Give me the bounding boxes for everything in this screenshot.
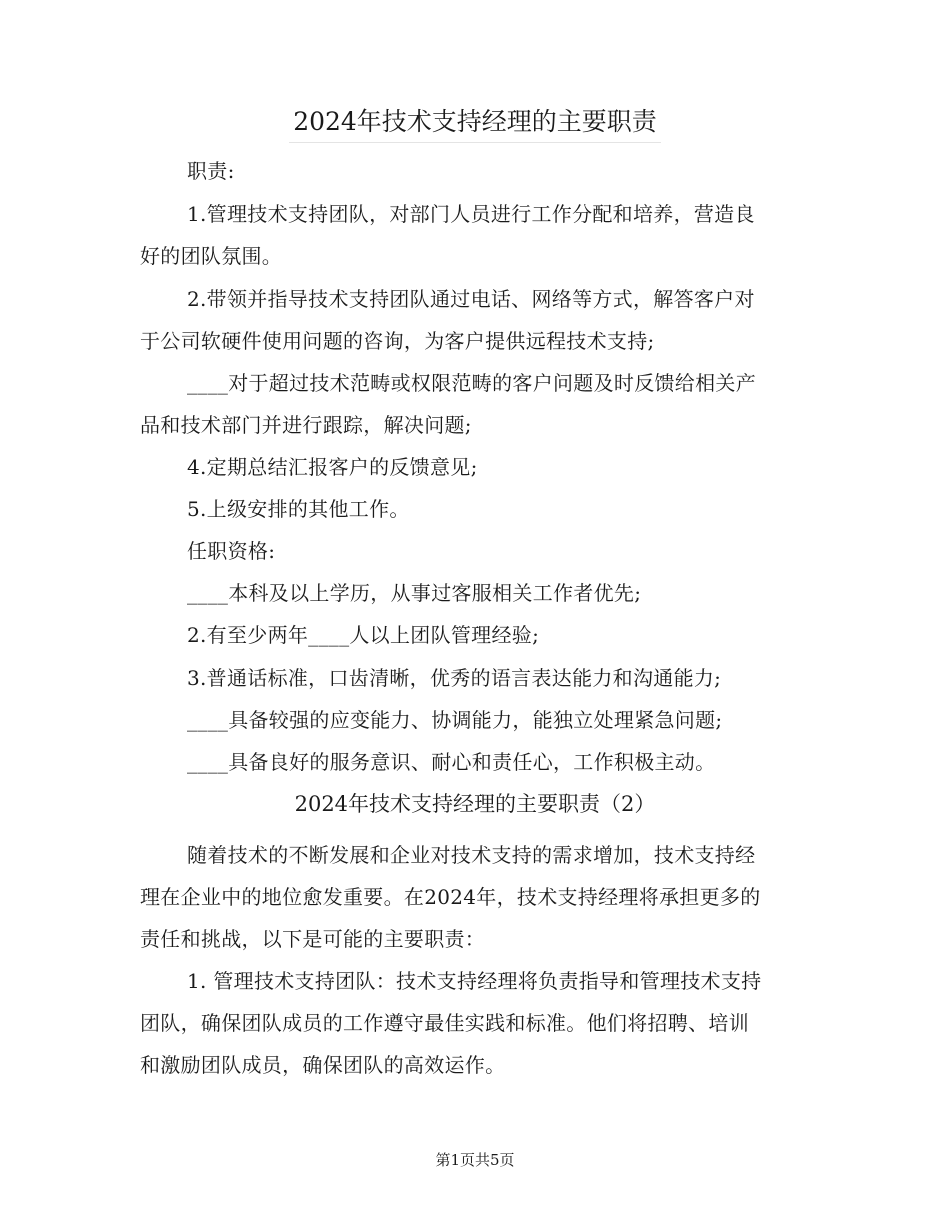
duty-3-line-2: 品和技术部门并进行跟踪，解决问题; (140, 413, 472, 437)
item-1-line-1: 1. 管理技术支持团队：技术支持经理将负责指导和管理技术支持 (187, 969, 762, 993)
duty-5: 5.上级安排的其他工作。 (187, 497, 410, 521)
page-number-footer: 第1页共5页 (435, 1151, 515, 1169)
qualifications-heading: 任职资格: (187, 539, 276, 563)
duty-3-line-1: ____对于超过技术范畴或权限范畴的客户问题及时反馈给相关产 (187, 371, 756, 395)
qualification-2: 2.有至少两年____人以上团队管理经验; (187, 623, 540, 647)
duty-1-line-1: 1.管理技术支持团队，对部门人员进行工作分配和培养，营造良 (187, 202, 755, 226)
intro-line-3: 责任和挑战，以下是可能的主要职责： (140, 927, 486, 951)
qualification-3: 3.普通话标准，口齿清晰，优秀的语言表达能力和沟通能力; (187, 666, 722, 690)
qualification-5: ____具备良好的服务意识、耐心和责任心，工作积极主动。 (187, 750, 716, 774)
intro-line-1: 随着技术的不断发展和企业对技术支持的需求增加，技术支持经 (187, 843, 756, 867)
intro-line-2: 理在企业中的地位愈发重要。在2024年，技术支持经理将承担更多的 (140, 885, 761, 909)
duties-heading: 职责: (187, 159, 235, 183)
item-1-line-3: 和激励团队成员，确保团队的高效运作。 (140, 1053, 506, 1077)
document-title (0, 102, 950, 143)
duty-2-line-1: 2.带领并指导技术支持团队通过电话、网络等方式，解答客户对 (187, 287, 755, 311)
item-1-line-2: 团队，确保团队成员的工作遵守最佳实践和标准。他们将招聘、培训 (140, 1011, 749, 1035)
qualification-1: ____本科及以上学历，从事过客服相关工作者优先; (187, 581, 642, 605)
duty-4: 4.定期总结汇报客户的反馈意见; (187, 455, 478, 479)
duty-2-line-2: 于公司软硬件使用问题的咨询，为客户提供远程技术支持; (140, 329, 655, 353)
document-title-text: 2024年技术支持经理的主要职责 (289, 102, 661, 143)
qualification-4: ____具备较强的应变能力、协调能力，能独立处理紧急问题; (187, 708, 723, 732)
section-2-subtitle: 2024年技术支持经理的主要职责（2） (294, 792, 656, 816)
duty-1-line-2: 好的团队氛围。 (140, 244, 283, 268)
